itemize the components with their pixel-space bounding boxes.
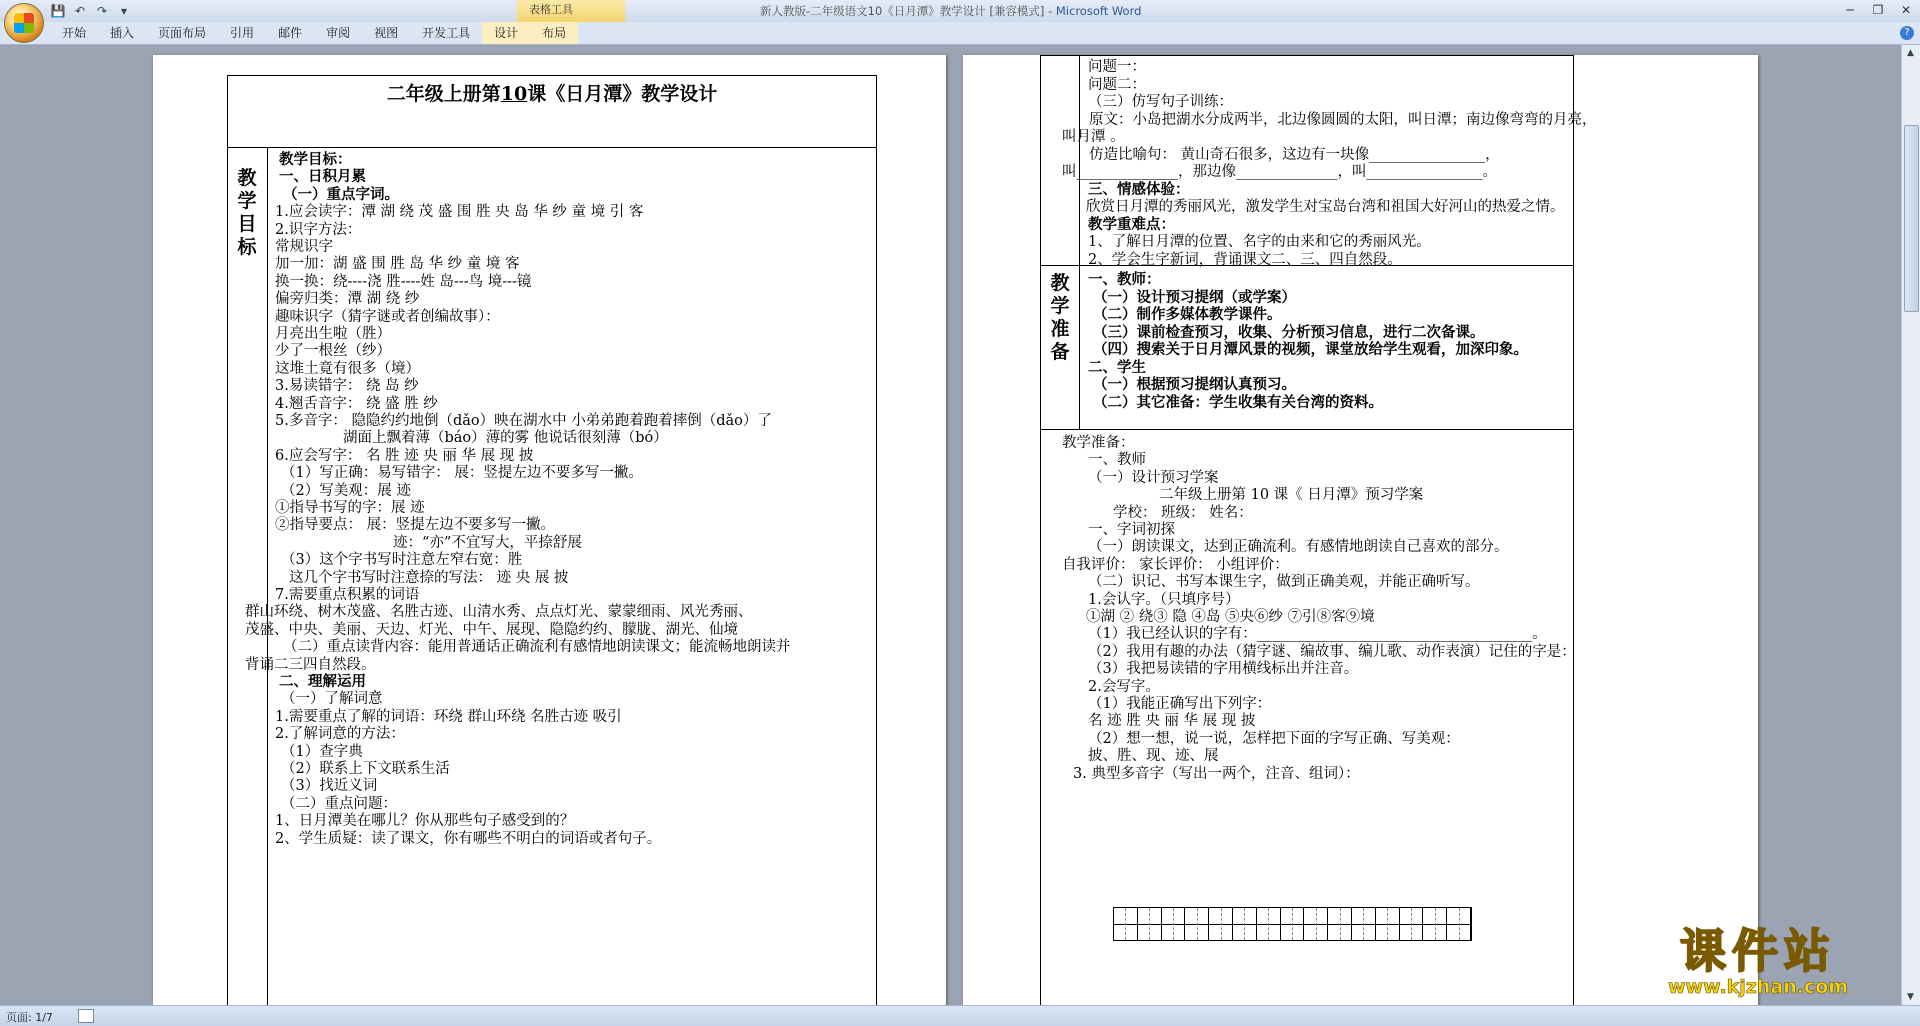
document-text-line: 仿造比喻句： 黄山奇石很多，这边有一块像________________， (1089, 146, 1500, 163)
ribbon-tabs (50, 22, 578, 44)
document-text-line: （三）仿写句子训练： (1088, 94, 1233, 110)
document-text-line: （2）写美观：展 迹 (281, 482, 411, 499)
document-text-line: 一、字词初探 (1088, 522, 1175, 538)
grid-cell (1162, 908, 1186, 940)
document-text-line: （1）查字典 (281, 743, 363, 760)
tab-table-design[interactable]: 设计 (482, 22, 530, 44)
window-controls (1836, 0, 1920, 20)
scroll-down-icon[interactable]: ▼ (1907, 992, 1914, 1002)
redo-icon[interactable]: ↷ (96, 4, 108, 18)
tab-mailings[interactable]: 邮件 (278, 26, 303, 40)
document-text-line: 趣味识字（猜字谜或者创编故事）： (275, 308, 500, 325)
document-text-line: 3.易读错字： 绕 岛 纱 (275, 378, 419, 395)
document-text-line: 2.了解词意的方法： (275, 726, 405, 743)
document-text-line: （1）写正确：易写错字： 展：竖提左边不要多写一撇。 (281, 465, 643, 482)
watermark-url: www.kjzhan.com (1668, 976, 1849, 998)
vertical-scrollbar[interactable] (1901, 45, 1920, 1005)
document-text-line: 湖面上飘着薄（báo）薄的雾 他说话很刻薄（bó） (343, 430, 668, 447)
title-prefix: 二年级上册第 (386, 83, 501, 105)
close-icon[interactable]: ✕ (1900, 3, 1912, 17)
category-char: 准 (1050, 318, 1070, 340)
tab-page-layout[interactable]: 页面布局 (158, 26, 207, 40)
table-column-divider (1079, 55, 1080, 265)
document-text-line: 一、日积月累 (279, 168, 366, 186)
window-title (760, 3, 1141, 19)
document-text-line: （1）我已经认识的字有：______________________________________。 (1088, 626, 1547, 643)
document-text-line: （四）搜索关于日月潭风景的视频，课堂放给学生观看，加深印象。 (1093, 341, 1528, 358)
document-text-line: 名 迹 胜 央 丽 华 展 现 披 (1088, 713, 1256, 730)
document-text-line: ②指导要点： 展：竖提左边不要多写一撇。 (275, 517, 556, 534)
grid-cell (1352, 908, 1376, 940)
document-text-line: （一）设计预习学案 (1088, 469, 1219, 486)
document-text-line: （2）联系上下文联系生活 (281, 761, 450, 777)
document-text-line: （二）其它准备：学生收集有关台湾的资料。 (1093, 393, 1383, 411)
customize-qat-icon[interactable]: ▾ (120, 4, 128, 18)
office-logo-icon (14, 13, 34, 33)
proofing-icon[interactable] (78, 1009, 94, 1023)
document-text-line: 一、教师 (1088, 452, 1146, 469)
document-text-line: 1、日月潭美在哪儿？你从那些句子感受到的？ (275, 813, 575, 830)
document-text-line: （一）朗读课文，达到正确流利。有感情地朗读自己喜欢的部分。 (1088, 539, 1509, 556)
category-char: 学 (1050, 295, 1070, 317)
document-text-line: ①湖 ② 绕③ 隐 ④岛 ⑤央⑥纱 ⑦引⑧客⑨境 (1086, 609, 1375, 625)
document-text-line: （2）我用有趣的办法（猜字谜、编故事、编儿歌、动作表演）记住的字是： (1088, 643, 1576, 660)
title-suffix: 课《日月潭》教学设计 (527, 83, 718, 105)
document-text-line: 三、情感体验： (1088, 180, 1190, 198)
watermark (1668, 925, 1848, 997)
undo-icon[interactable]: ↶ (74, 4, 86, 18)
category-char: 备 (1050, 341, 1070, 363)
document-text-line: 偏旁归类：潭 湖 绕 纱 (275, 291, 420, 308)
document-text-line: 换一换：绕----浇 胜----姓 岛---鸟 境---镜 (275, 273, 532, 290)
table-divider (227, 147, 877, 148)
document-text-line: 常规识字 (275, 239, 333, 255)
table-divider (1040, 429, 1574, 430)
document-text-line: 3. 典型多音字（写出一两个，注音、组词）： (1073, 765, 1360, 782)
category-label-objectives (236, 167, 258, 259)
grid-cell (1233, 908, 1257, 940)
document-text-line: 月亮出生啦（胜） (275, 326, 391, 342)
category-char: 学 (237, 190, 257, 212)
document-text-line: 1.应会读字：潭 湖 绕 茂 盛 围 胜 央 岛 华 纱 童 境 引 客 (275, 204, 644, 221)
document-text-line: 叫月潭 。 (1062, 129, 1125, 145)
document-text-line: 这堆土竟有很多（境） (275, 360, 420, 377)
document-text-line: 迹：“亦”不宜写大，平捺舒展 (393, 534, 582, 551)
tab-home[interactable]: 开始 (62, 26, 87, 40)
document-text-line: 学校： 班级： 姓名： (1113, 504, 1253, 521)
ribbon (0, 22, 1920, 45)
grid-cell (1423, 908, 1447, 940)
grid-cell (1138, 908, 1162, 940)
tab-developer[interactable]: 开发工具 (422, 26, 471, 40)
document-text-line: 背诵二三四自然段。 (245, 656, 376, 673)
table-column-divider (1079, 265, 1080, 429)
document-text-line: （一）根据预习提纲认真预习。 (1093, 376, 1296, 393)
document-text-line: 叫______________，那边像______________，叫________________。 (1062, 164, 1497, 180)
document-text-line: 6.应会写字： 名 胜 迹 央 丽 华 展 现 披 (275, 447, 534, 464)
document-text-line: （3）找近义词 (281, 778, 378, 795)
grid-cell (1304, 908, 1328, 940)
document-text-line: 欣赏日月潭的秀丽风光，激发学生对宝岛台湾和祖国大好河山的热爱之情。 (1086, 199, 1565, 215)
document-text-line: 2、学生质疑：读了课文，你有哪些不明白的词语或者句子。 (275, 830, 662, 847)
help-icon[interactable]: ? (1900, 26, 1914, 40)
document-text-line: 1、了解日月潭的位置、名字的由来和它的秀丽风光。 (1088, 234, 1431, 250)
document-text-line: 问题二： (1088, 76, 1146, 93)
document-text-line: 7.需要重点积累的词语 (275, 587, 420, 603)
tab-insert[interactable]: 插入 (110, 26, 135, 40)
grid-cell (1376, 908, 1400, 940)
document-text-line: （一）了解词意 (281, 691, 383, 708)
page-indicator[interactable]: 页面: 1/7 (6, 1011, 53, 1024)
grid-cell (1328, 908, 1352, 940)
document-text-line: （3）我把易读错的字用横线标出并注音。 (1088, 661, 1359, 678)
document-text-line: （3）这个字书写时注意左窄右宽：胜 (281, 552, 523, 569)
document-text-line: 一、教师： (1088, 271, 1161, 288)
table-tools-context-label: 表格工具 (517, 0, 625, 22)
quick-access-toolbar (50, 3, 132, 19)
document-text-line: 1.会认字。（只填序号） (1088, 591, 1240, 608)
document-text-line: 二年级上册第 10 课《 日月潭》预习学案 (1159, 487, 1424, 504)
tab-view[interactable]: 视图 (374, 26, 399, 40)
document-text-line: 1.需要重点了解的词语：环绕 群山环绕 名胜古迹 吸引 (275, 708, 622, 725)
document-text-line: 2.识字方法： (275, 221, 362, 238)
document-text-line: 2、学会生字新词，背诵课文二、三、四自然段。 (1088, 251, 1402, 268)
document-text-line: 4.翘舌音字： 绕 盛 胜 纱 (275, 395, 438, 412)
document-text-line: （一）设计预习提纲（或学案） (1093, 288, 1296, 306)
document-text-line: 5.多音字： 隐隐约约地倒（dǎo）映在湖水中 小弟弟跑着跑着摔倒（dǎo）了 (275, 413, 772, 429)
document-text-line: 群山环绕、树木茂盛、名胜古迹、山清水秀、点点灯光、蒙蒙细雨、风光秀丽、 (245, 604, 753, 621)
minimize-icon[interactable]: ─ (1846, 3, 1854, 17)
grid-cell (1209, 908, 1233, 940)
document-text-line: 2.会写字。 (1088, 678, 1160, 695)
document-text-line: （二）重点读背内容：能用普通话正确流利有感情地朗读课文；能流畅地朗读并 (283, 639, 791, 656)
document-text-line: 教学重难点： (1088, 215, 1175, 233)
grid-cell (1185, 908, 1209, 940)
save-icon[interactable]: 💾 (50, 4, 66, 18)
table-column-divider (267, 147, 268, 1005)
document-text-line: （一）重点字词。 (283, 185, 399, 203)
category-char: 标 (237, 236, 257, 258)
window-title-doc: 新人教版-二年级语文10《日月潭》教学设计 [兼容模式] - (760, 4, 1056, 18)
office-button[interactable] (4, 3, 44, 43)
document-text-line: 加一加：湖 盛 围 胜 岛 华 纱 童 境 客 (275, 256, 520, 273)
category-char: 教 (237, 167, 257, 189)
document-page-2[interactable] (963, 55, 1758, 1005)
document-text-line: 二、理解运用 (279, 673, 366, 690)
tab-references[interactable]: 引用 (230, 26, 255, 40)
document-text-line: 原文：小岛把湖水分成两半，北边像圆圆的太阳，叫日潭；南边像弯弯的月亮， (1089, 111, 1597, 128)
title-lesson-number: 10 (500, 83, 528, 105)
document-text-line: 自我评价： 家长评价： 小组评价： (1062, 556, 1289, 573)
document-text-line: 二、学生 (1088, 358, 1146, 376)
scroll-up-icon[interactable]: ▲ (1907, 48, 1914, 58)
category-label-preparation (1049, 272, 1071, 364)
writing-practice-grid (1113, 907, 1472, 941)
document-text-line: 这几个字书写时注意捺的写法： 迹 央 展 披 (289, 569, 569, 586)
document-text-line: （三）课前检查预习，收集、分析预习信息，进行二次备课。 (1093, 323, 1485, 341)
page-title (227, 77, 877, 111)
document-area (0, 45, 1902, 1005)
window-title-app: Microsoft Word (1055, 4, 1142, 18)
grid-cell (1281, 908, 1305, 940)
document-text-line: ①指导书写的字：展 迹 (275, 500, 425, 516)
document-page-1[interactable] (153, 55, 946, 1005)
grid-cell (1114, 908, 1138, 940)
grid-cell (1257, 908, 1281, 940)
document-text-line: （1）我能正确写出下列字： (1088, 696, 1272, 712)
scroll-thumb[interactable] (1904, 125, 1919, 312)
document-text-line: （二）重点问题： (281, 795, 397, 812)
document-text-line: （2）想一想，说一说，怎样把下面的字写正确、写美观： (1088, 730, 1460, 747)
category-char: 教 (1050, 272, 1070, 294)
category-char: 目 (237, 213, 257, 235)
document-text-line: （二）制作多媒体教学课件。 (1093, 306, 1282, 323)
title-bar (0, 0, 1920, 22)
document-text-line: 少了一根丝（纱） (275, 343, 391, 360)
document-text-line: （二）识记、书写本课生字，做到正确美观，并能正确听写。 (1088, 574, 1480, 591)
grid-cell (1447, 908, 1471, 940)
document-text-line: 教学目标： (279, 151, 352, 168)
document-text-line: 教学准备： (1062, 435, 1135, 451)
document-text-line: 披、胜、现、迹、展 (1088, 748, 1219, 765)
tab-review[interactable]: 审阅 (326, 26, 351, 40)
watermark-brand: 课件站 (1680, 924, 1837, 978)
status-bar (0, 1005, 1920, 1026)
document-text-line: 问题一： (1088, 59, 1146, 75)
tab-table-layout[interactable]: 布局 (530, 22, 578, 44)
grid-cell (1400, 908, 1424, 940)
document-text-line: 茂盛、中央、美丽、天边、灯光、中午、展现、隐隐约约、朦胧、湖光、仙境 (245, 621, 738, 638)
maximize-icon[interactable]: ❐ (1872, 3, 1884, 17)
